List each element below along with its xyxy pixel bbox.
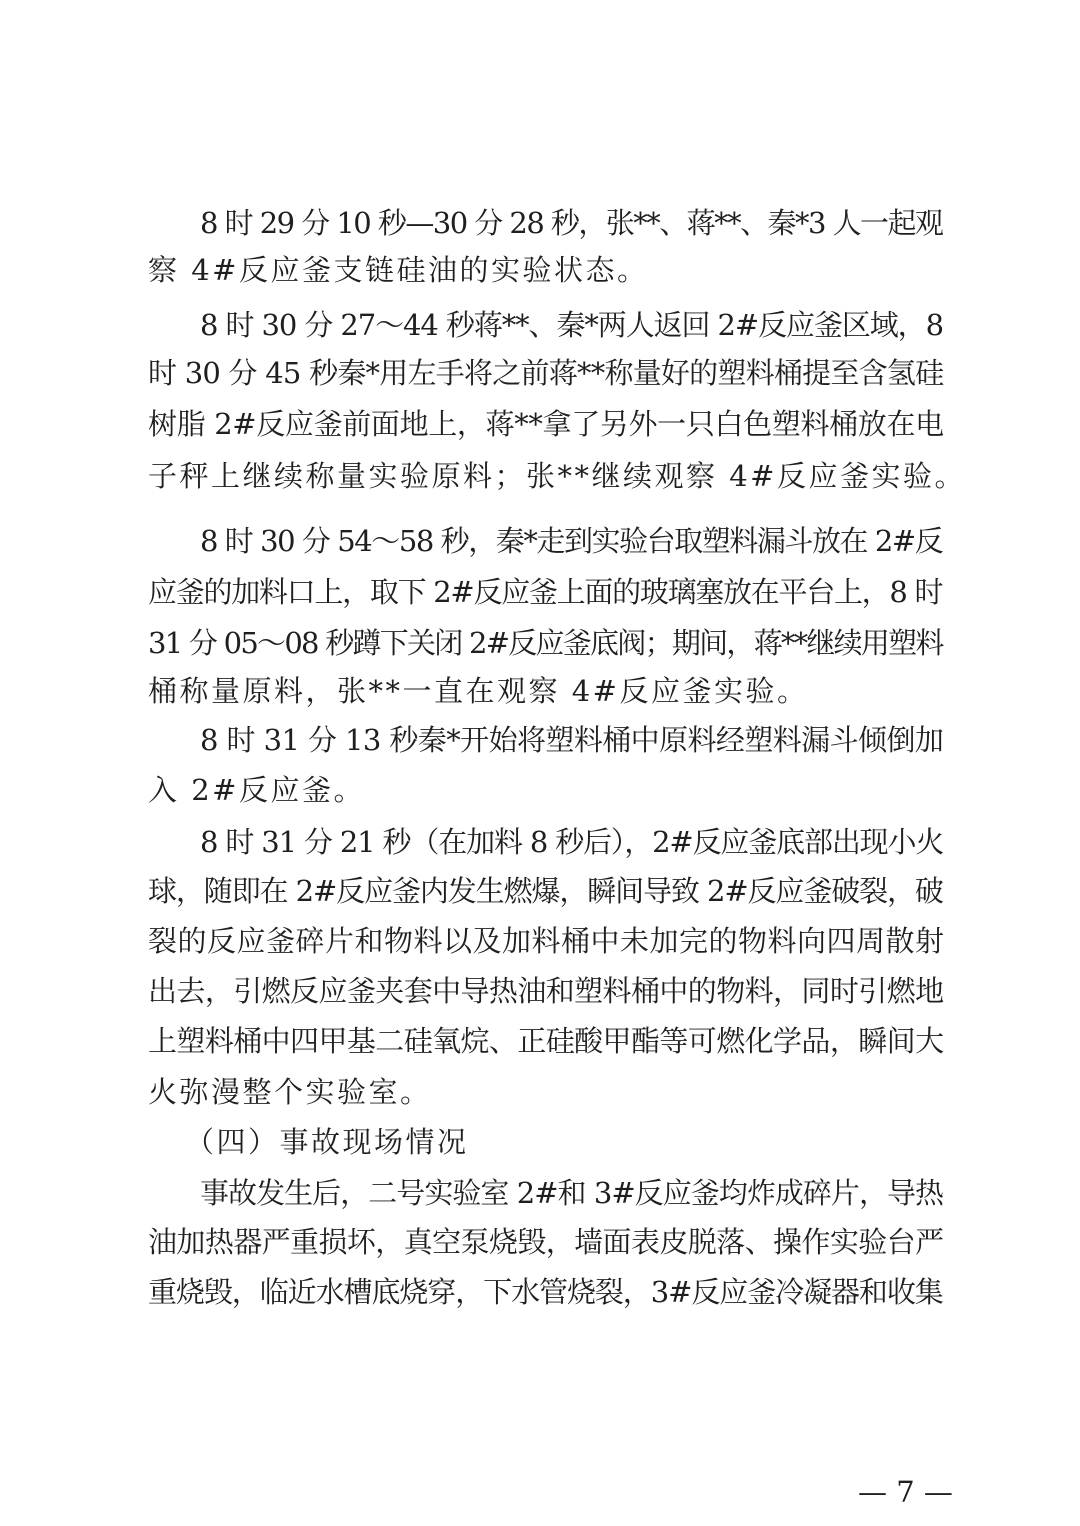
text-line: 31 分 05～08 秒蹲下关闭 2#反应釜底阀；期间，蒋**继续用塑料 — [148, 626, 943, 660]
text-line: 球，随即在 2#反应釜内发生燃爆，瞬间导致 2#反应釜破裂，破 — [148, 874, 943, 908]
text-line: 8 时 30 分 54～58 秒，秦*走到实验台取塑料漏斗放在 2#反 — [200, 524, 943, 558]
section-heading: （四）事故现场情况 — [185, 1125, 469, 1159]
text-line: 入 2#反应釜。 — [148, 773, 365, 807]
text-line: 油加热器严重损坏，真空泵烧毁，墙面表皮脱落、操作实验台严 — [148, 1225, 944, 1259]
text-line: 火弥漫整个实验室。 — [148, 1075, 432, 1109]
text-line: 子秤上继续称量实验原料；张**继续观察 4#反应釜实验。 — [148, 459, 966, 493]
text-line: 8 时 30 分 27～44 秒蒋**、秦*两人返回 2#反应釜区域，8 — [200, 308, 943, 342]
text-line: 8 时 29 分 10 秒—30 分 28 秒，张**、蒋**、秦*3 人一起观 — [200, 206, 943, 240]
text-line: 裂的反应釜碎片和物料以及加料桶中未加完的物料向四周散射 — [148, 924, 945, 958]
text-line: 出去，引燃反应釜夹套中导热油和塑料桶中的物料，同时引燃地 — [148, 974, 944, 1008]
text-line: 桶称量原料，张**一直在观察 4#反应釜实验。 — [148, 674, 809, 708]
text-line: 时 30 分 45 秒秦*用左手将之前蒋**称量好的塑料桶提至含氢硅 — [148, 356, 944, 390]
text-line: 察 4#反应釜支链硅油的实验状态。 — [148, 253, 649, 287]
text-line: 重烧毁，临近水槽底烧穿，下水管烧裂，3#反应釜冷凝器和收集 — [148, 1275, 943, 1309]
text-line: 8 时 31 分 21 秒（在加料 8 秒后），2#反应釜底部出现小火 — [200, 825, 944, 859]
text-line: 8 时 31 分 13 秒秦*开始将塑料桶中原料经塑料漏斗倾倒加 — [200, 723, 944, 757]
page-number: — 7 — — [858, 1475, 953, 1509]
text-line: 应釜的加料口上，取下 2#反应釜上面的玻璃塞放在平台上，8 时 — [148, 575, 943, 609]
text-line: 树脂 2#反应釜前面地上，蒋**拿了另外一只白色塑料桶放在电 — [148, 407, 944, 441]
text-line: 事故发生后，二号实验室 2#和 3#反应釜均炸成碎片，导热 — [200, 1176, 944, 1210]
text-line: 上塑料桶中四甲基二硅氧烷、正硅酸甲酯等可燃化学品，瞬间大 — [148, 1024, 944, 1058]
